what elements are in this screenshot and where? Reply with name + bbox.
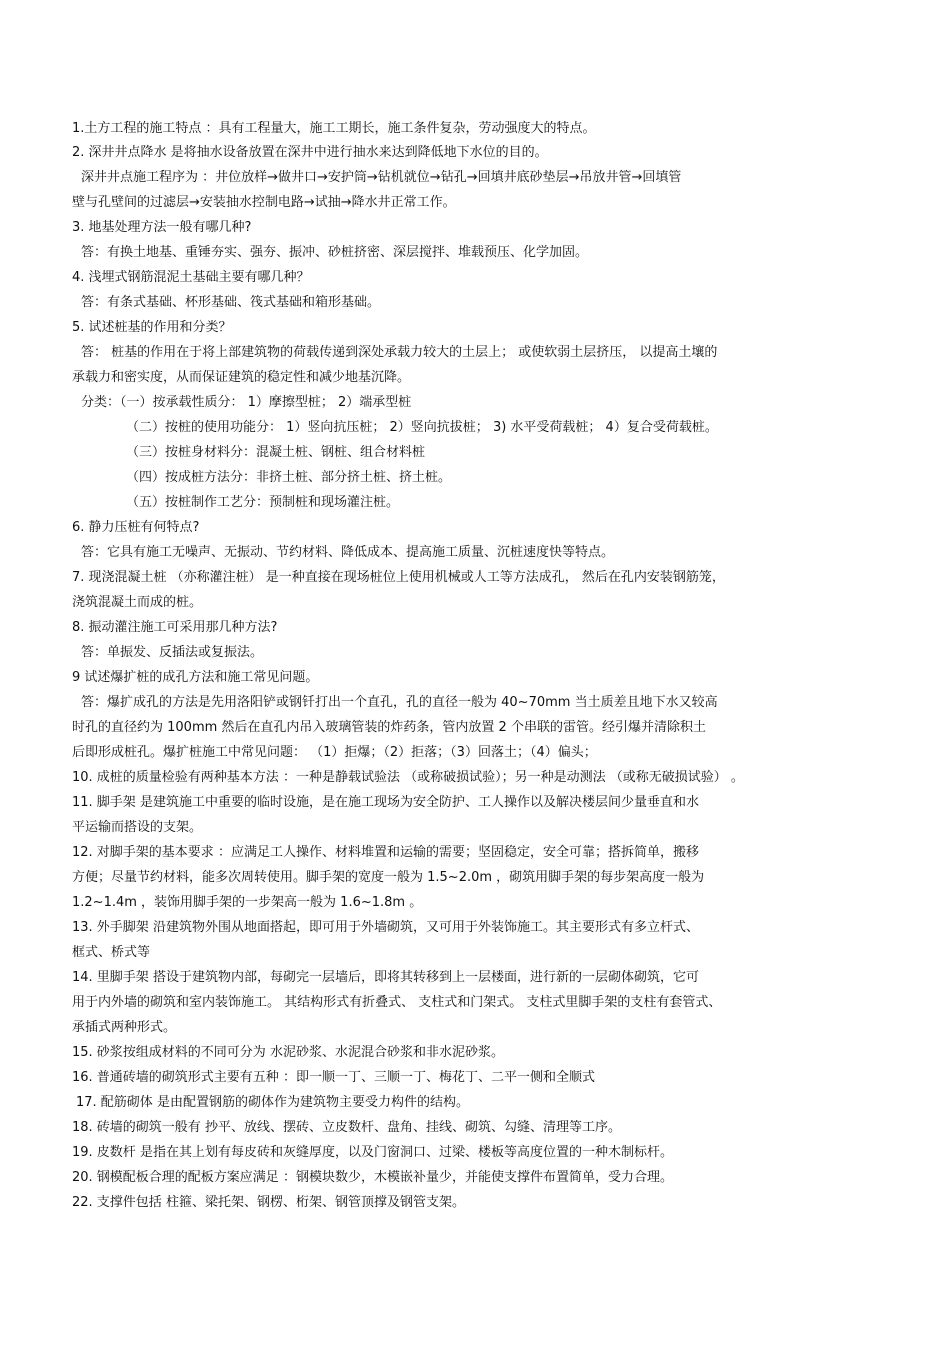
- text-line: 18. 砖墙的砌筑一般有 抄平、放线、摆砖、立皮数杆、盘角、挂线、砌筑、勾缝、清理等工序。: [72, 1120, 621, 1135]
- text-line: 平运输而搭设的支架。: [72, 820, 203, 835]
- text-line: 4. 浅埋式钢筋混泥土基础主要有哪几种？: [72, 270, 310, 285]
- text-line: 1.2~1.4m ，装饰用脚手架的一步架高一般为 1.6~1.8m 。: [72, 895, 423, 910]
- text-line: 11. 脚手架 是建筑施工中重要的临时设施，是在施工现场为安全防护、工人操作以及解决楼层间少量垂直和水: [72, 795, 699, 810]
- text-line: （二）按桩的使用功能分： 1）竖向抗压桩； 2）竖向抗拔桩； 3) 水平受荷载桩； 4）复合受荷载桩。: [126, 420, 718, 435]
- text-line: 浇筑混凝土而成的桩。: [72, 595, 203, 610]
- text-line: 壁与孔壁间的过滤层→安装抽水控制电路→试抽→降水井正常工作。: [72, 195, 456, 210]
- text-line: 14. 里脚手架 搭设于建筑物内部，每砌完一层墙后，即将其转移到上一层楼面，进行新的一层砌体砌筑，它可: [72, 970, 699, 985]
- text-line: 22. 支撑件包括 柱箍、梁托架、钢楞、桁架、钢管顶撑及钢管支架。: [72, 1195, 465, 1210]
- text-line: （四）按成桩方法分：非挤土桩、部分挤土桩、挤土桩。: [126, 470, 452, 485]
- text-line: 10. 成桩的质量检验有两种基本方法 ：一种是静载试验法 （或称破损试验）；另一种是动测法 （或称无破损试验） 。: [72, 770, 744, 785]
- text-line: 承插式两种形式。: [72, 1020, 177, 1035]
- text-line: 答：有条式基础、杯形基础、筏式基础和箱形基础。: [81, 295, 381, 310]
- text-line: 5. 试述桩基的作用和分类？: [72, 320, 232, 335]
- text-line: 后即形成桩孔。爆扩桩施工中常见问题： （1）拒爆；（2）拒落；（3）回落土；（4）偏头；: [72, 745, 597, 760]
- text-line: 答：单振发、反插法或复振法。: [81, 645, 264, 660]
- text-line: 时孔的直径约为 100mm 然后在直孔内吊入玻璃管装的炸药条，管内放置 2 个串联的雷管。经引爆并清除积土: [72, 720, 706, 735]
- text-line: 承载力和密实度，从而保证建筑的稳定性和减少地基沉降。: [72, 370, 411, 385]
- text-line: 13. 外手脚架 沿建筑物外围从地面搭起，即可用于外墙砌筑，又可用于外装饰施工。其主要形式有多立杆式、: [72, 920, 699, 935]
- text-line: 1.土方工程的施工特点 ：具有工程量大，施工工期长，施工条件复杂，劳动强度大的特点。: [72, 121, 596, 136]
- text-line: 方便；尽量节约材料，能多次周转使用。脚手架的宽度一般为 1.5~2.0m ，砌筑用脚手架的每步架高度一般为: [72, 870, 705, 885]
- text-line: 19. 皮数杆 是指在其上划有每皮砖和灰缝厚度，以及门窗洞口、过梁、楼板等高度位置的一种木制标杆。: [72, 1145, 673, 1160]
- text-line: 分类：（一）按承载性质分： 1）摩擦型桩； 2）端承型桩: [81, 395, 412, 410]
- text-line: 9 试述爆扩桩的成孔方法和施工常见问题。: [72, 670, 319, 685]
- text-line: 用于内外墙的砌筑和室内装饰施工。 其结构形式有折叠式、 支柱式和门架式。 支柱式里脚手架的支柱有套管式、: [72, 995, 722, 1010]
- text-line: 17. 配筋砌体 是由配置钢筋的砌体作为建筑物主要受力构件的结构。: [76, 1095, 469, 1110]
- text-line: 20. 钢模配板合理的配板方案应满足 ：钢模块数少，木模嵌补量少，并能使支撑件布置简单，受力合理。: [72, 1170, 673, 1185]
- text-line: 8. 振动灌注施工可采用那几种方法?: [72, 620, 278, 635]
- text-line: 12. 对脚手架的基本要求 ：应满足工人操作、材料堆置和运输的需要；坚固稳定，安全可靠；搭拆简单，搬移: [72, 845, 699, 860]
- text-line: 答：它具有施工无噪声、无振动、节约材料、降低成本、提高施工质量、沉桩速度快等特点。: [81, 545, 615, 560]
- text-line: 3. 地基处理方法一般有哪几种?: [72, 220, 252, 235]
- text-line: 答： 桩基的作用在于将上部建筑物的荷载传递到深处承载力较大的土层上； 或使软弱土层挤压， 以提高土壤的: [81, 345, 718, 360]
- text-line: （五）按桩制作工艺分：预制桩和现场灌注桩。: [126, 495, 400, 510]
- text-line: 答：有换土地基、重锤夯实、强夯、振冲、砂桩挤密、深层搅拌、堆载预压、化学加固。: [81, 245, 589, 260]
- text-line: 7. 现浇混凝土桩 （亦称灌注桩） 是一种直接在现场桩位上使用机械或人工等方法成孔， 然后在孔内安装钢筋笼，: [72, 570, 725, 585]
- text-line: 深井井点施工程序为 ：井位放样→做井口→安护筒→钻机就位→钻孔→回填井底砂垫层→吊放井管→回填管: [81, 170, 682, 185]
- text-line: 15. 砂浆按组成材料的不同可分为 水泥砂浆、水泥混合砂浆和非水泥砂浆。: [72, 1045, 504, 1060]
- text-line: 2. 深井井点降水 是将抽水设备放置在深井中进行抽水来达到降低地下水位的目的。: [72, 145, 548, 160]
- text-line: 答：爆扩成孔的方法是先用洛阳铲或钢钎打出一个直孔，孔的直径一般为 40~70mm 当土质差且地下水又较高: [81, 695, 718, 710]
- text-line: （三）按桩身材料分：混凝土桩、钢桩、组合材料桩: [126, 445, 426, 460]
- text-line: 框式、桥式等: [72, 945, 151, 960]
- text-line: 16. 普通砖墙的砌筑形式主要有五种 ：即一顺一丁、三顺一丁、梅花丁、二平一侧和全顺式: [72, 1070, 595, 1085]
- text-line: 6. 静力压桩有何特点?: [72, 520, 200, 535]
